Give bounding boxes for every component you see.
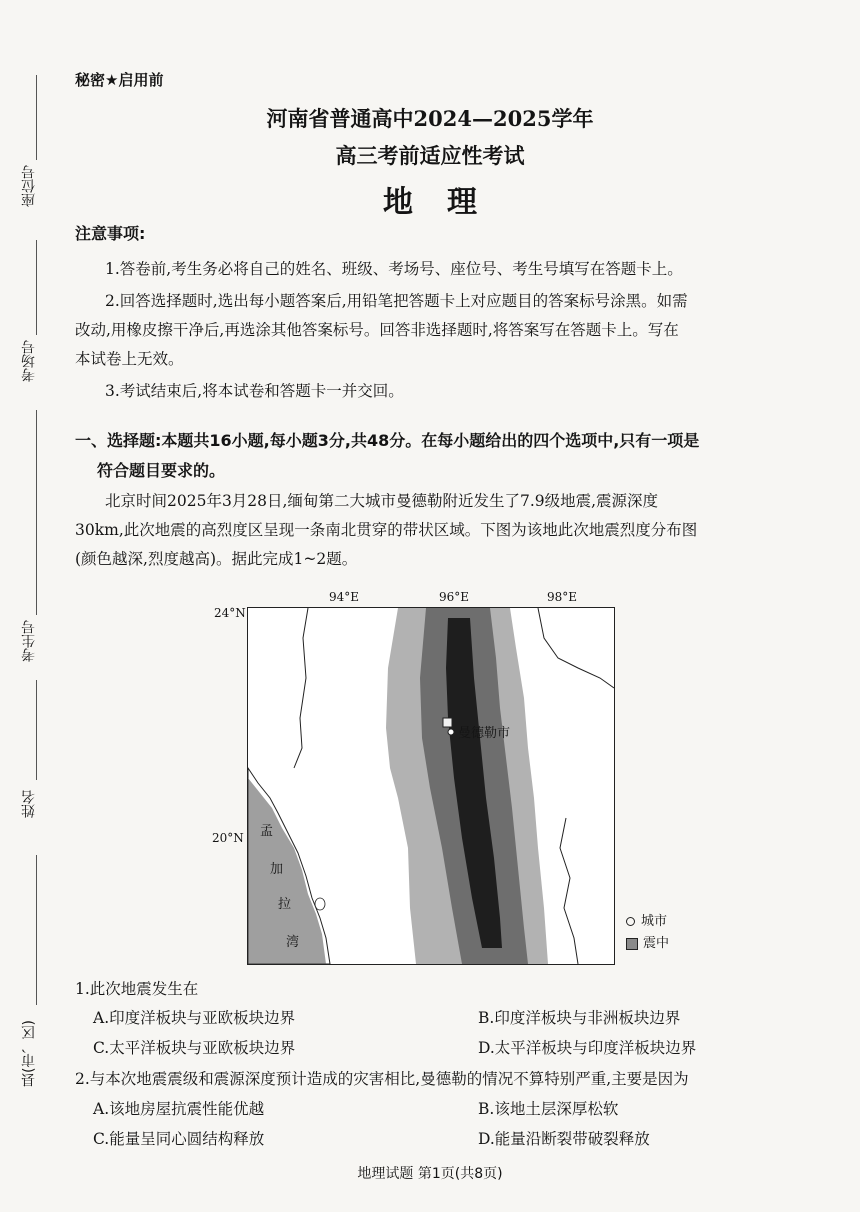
- margin-line: [36, 410, 37, 615]
- earthquake-intensity-map: [247, 607, 615, 965]
- intro-line-1: 北京时间2025年3月28日,缅甸第二大城市曼德勒附近发生了7.9级地震,震源深度: [105, 492, 659, 510]
- question-1-option-d: D.太平洋板块与印度洋板块边界: [478, 1039, 697, 1057]
- legend-epicenter-label: 震中: [643, 936, 670, 951]
- city-marker: [448, 729, 454, 735]
- city-label: 曼德勒市: [458, 726, 511, 741]
- epicenter-marker: [443, 718, 452, 727]
- legend-city: [626, 910, 667, 929]
- bay-label-char-3: 拉: [278, 897, 292, 912]
- legend-epicenter: [626, 932, 669, 951]
- question-2-stem: 2.与本次地震震级和震源深度预计造成的灾害相比,曼德勒的情况不算特别严重,主要是因为: [75, 1070, 689, 1088]
- question-1-option-b: B.印度洋板块与非洲板块边界: [478, 1009, 681, 1027]
- border-line: [560, 818, 578, 964]
- lon-label-96: 96°E: [439, 590, 470, 604]
- notice-heading: 注意事项:: [75, 224, 146, 243]
- exam-room-label: 考场号: [21, 340, 37, 382]
- epicenter-legend-icon: [626, 938, 638, 950]
- exam-no-label: 考生号: [21, 620, 37, 662]
- page-footer: 地理试题 第1页(共8页): [357, 1166, 503, 1182]
- bay-label-char-4: 湾: [286, 935, 300, 950]
- section-heading-line-2: 符合题目要求的。: [97, 461, 226, 480]
- city-legend-icon: [626, 917, 635, 926]
- intro-line-3: (颜色越深,烈度越高)。据此完成1~2题。: [75, 550, 358, 568]
- section-heading: [75, 426, 815, 486]
- notice-item-3: 3.考试结束后,将本试卷和答题卡一并交回。: [105, 382, 404, 400]
- seat-label: 座位号: [21, 165, 37, 207]
- margin-line: [36, 855, 37, 1005]
- lon-label-98: 98°E: [547, 590, 578, 604]
- question-1-option-c: C.太平洋板块与亚欧板块边界: [93, 1039, 296, 1057]
- question-2-option-d: D.能量沿断裂带破裂释放: [478, 1130, 650, 1148]
- question-2-option-c: C.能量呈同心圆结构释放: [93, 1130, 265, 1148]
- exam-title: 河南省普通高中2024—2025学年: [266, 106, 594, 131]
- notice-item-2-line-2: 改动,用橡皮擦干净后,再选涂其他答案标号。回答非选择题时,将答案写在答题卡上。写在: [75, 321, 679, 339]
- exam-subtitle: 高三考前适应性考试: [335, 143, 525, 168]
- question-1-stem: 1.此次地震发生在: [75, 980, 199, 998]
- question-1-option-a: A.印度洋板块与亚欧板块边界: [93, 1009, 296, 1027]
- map-graphic: [248, 608, 614, 964]
- section-heading-line-1: 一、选择题:本题共16小题,每小题3分,共48分。在每小题给出的四个选项中,只有一项是: [75, 431, 700, 450]
- lat-label-20: 20°N: [212, 831, 244, 845]
- subject-title: 地理: [383, 185, 511, 220]
- question-2-option-b: B.该地土层深厚松软: [478, 1100, 619, 1118]
- margin-line: [36, 680, 37, 780]
- lat-label-24: 24°N: [214, 606, 246, 620]
- question-2-option-a: A.该地房屋抗震性能优越: [93, 1100, 265, 1118]
- legend-city-label: 城市: [641, 914, 668, 929]
- notice-item-2-line-3: 本试卷上无效。: [75, 350, 184, 368]
- secret-label: 秘密★启用前: [75, 71, 164, 89]
- county-label: 县(市、区): [21, 1020, 37, 1087]
- name-label: 姓名: [21, 790, 37, 818]
- island: [315, 898, 325, 910]
- notice-item-1: 1.答卷前,考生务必将自己的姓名、班级、考场号、座位号、考生号填写在答题卡上。: [105, 260, 683, 278]
- lon-label-94: 94°E: [329, 590, 360, 604]
- bay-label-char-2: 加: [270, 862, 284, 877]
- border-line: [538, 608, 614, 688]
- margin-line: [36, 240, 37, 335]
- bay-label-char-1: 孟: [260, 824, 274, 839]
- intro-line-2: 30km,此次地震的高烈度区呈现一条南北贯穿的带状区域。下图为该地此次地震烈度分布图: [75, 521, 698, 539]
- border-line: [294, 608, 308, 768]
- notice-item-2-line-1: 2.回答选择题时,选出每小题答案后,用铅笔把答题卡上对应题目的答案标号涂黑。如需: [105, 292, 688, 310]
